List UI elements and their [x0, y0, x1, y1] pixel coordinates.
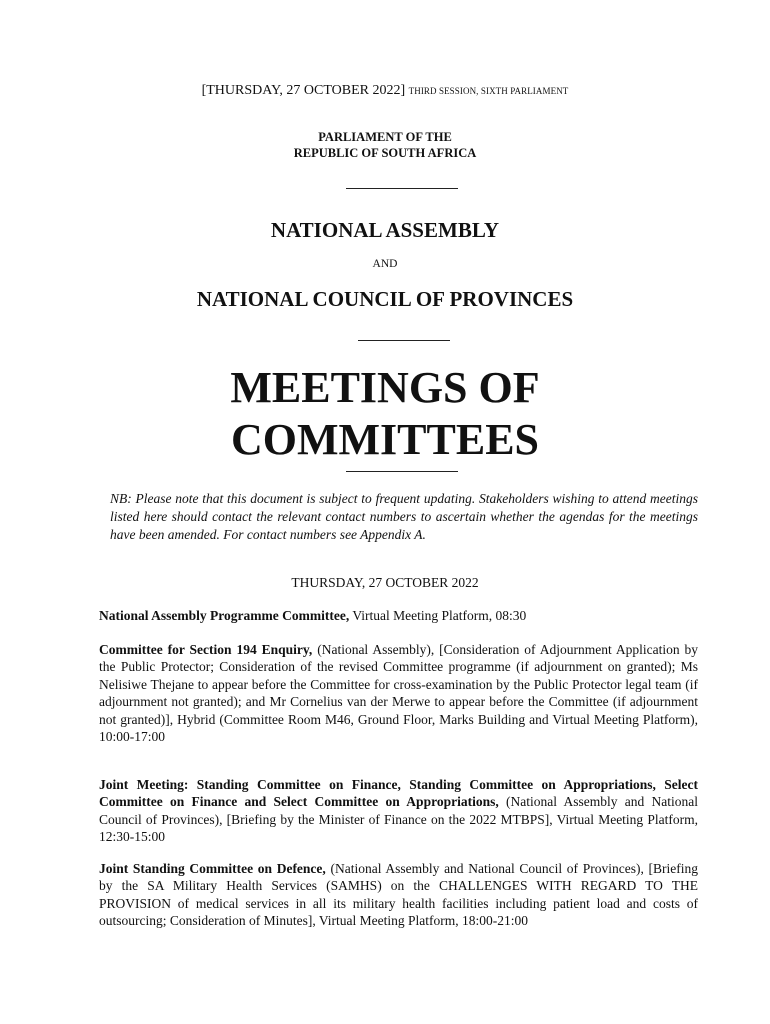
- meeting-details: (National Assembly), [Consideration of Adjournment Application by the Public Protector; Consideration of the revised Committee programme (if adjournment on granted); Ms Nelisiwe Thejane to appear before the Committee for cross-examination by the Public Protector legal team (if adjournment not granted); and Mr Cornelius van der Merwe to appear before the Committee (if adjournment not granted)], Hybrid (Committee Room M46, Ground Floor, Marks Building and Virtual Meeting Platform), 10:00-17:00: [99, 642, 699, 745]
- meeting-details: (National Assembly and National Council of Provinces), [Briefing by the SA Military Health Services (SAMHS) on the CHALLENGES WITH REGARD TO THE PROVISION of medical services in all its military health facilities including patient load and costs of outsourcing; Consideration of Minutes], Virtual Meeting Platform, 18:00-21:00: [99, 861, 699, 929]
- committee-name: Committee for Section 194 Enquiry,: [99, 642, 313, 657]
- parliament-line-2: REPUBLIC OF SOUTH AFRICA: [293, 146, 477, 160]
- committee-name: Joint Standing Committee on Defence,: [99, 861, 326, 876]
- header-date: [THURSDAY, 27 OCTOBER 2022]: [201, 83, 406, 98]
- meeting-entry: [99, 641, 698, 745]
- meeting-entry: [99, 776, 698, 846]
- day-heading: THURSDAY, 27 OCTOBER 2022: [291, 575, 479, 590]
- committee-name: Joint Meeting: Standing Committee on Finance, Standing Committee on Appropriations, Select Committee on Finance and Select Committee on Appropriations,: [99, 777, 698, 810]
- divider-rule: [346, 188, 458, 189]
- header-session: THIRD SESSION, SIXTH PARLIAMENT: [408, 86, 569, 96]
- meeting-details: (National Assembly and National Council of Provinces), [Briefing by the Minister of Finance on the 2022 MTBPS], Virtual Meeting Platform, 12:30-15:00: [99, 794, 698, 845]
- divider-rule: [346, 471, 458, 472]
- title-line-2: COMMITTEES: [230, 415, 540, 464]
- ncop-heading: NATIONAL COUNCIL OF PROVINCES: [196, 287, 574, 311]
- update-notice: NB: Please note that this document is subject to frequent updating. Stakeholders wishing to attend meetings listed here should contact the relevant contact numbers to ascertain whether the agendas for the meetings have been amended. For contact numbers see Appendix A.: [110, 491, 698, 542]
- meeting-entry: [99, 607, 698, 624]
- parliament-heading: [0, 129, 770, 161]
- document-header: [0, 83, 770, 99]
- national-assembly-heading: NATIONAL ASSEMBLY: [270, 218, 500, 242]
- and-text: AND: [372, 258, 398, 270]
- meeting-details: Virtual Meeting Platform, 08:30: [352, 608, 527, 623]
- meeting-entry: [99, 860, 698, 930]
- title-line-1: MEETINGS OF: [230, 363, 540, 412]
- divider-rule: [358, 340, 450, 341]
- committee-name: National Assembly Programme Committee,: [99, 608, 350, 623]
- document-title: [0, 362, 770, 466]
- parliament-line-1: PARLIAMENT OF THE: [318, 130, 452, 144]
